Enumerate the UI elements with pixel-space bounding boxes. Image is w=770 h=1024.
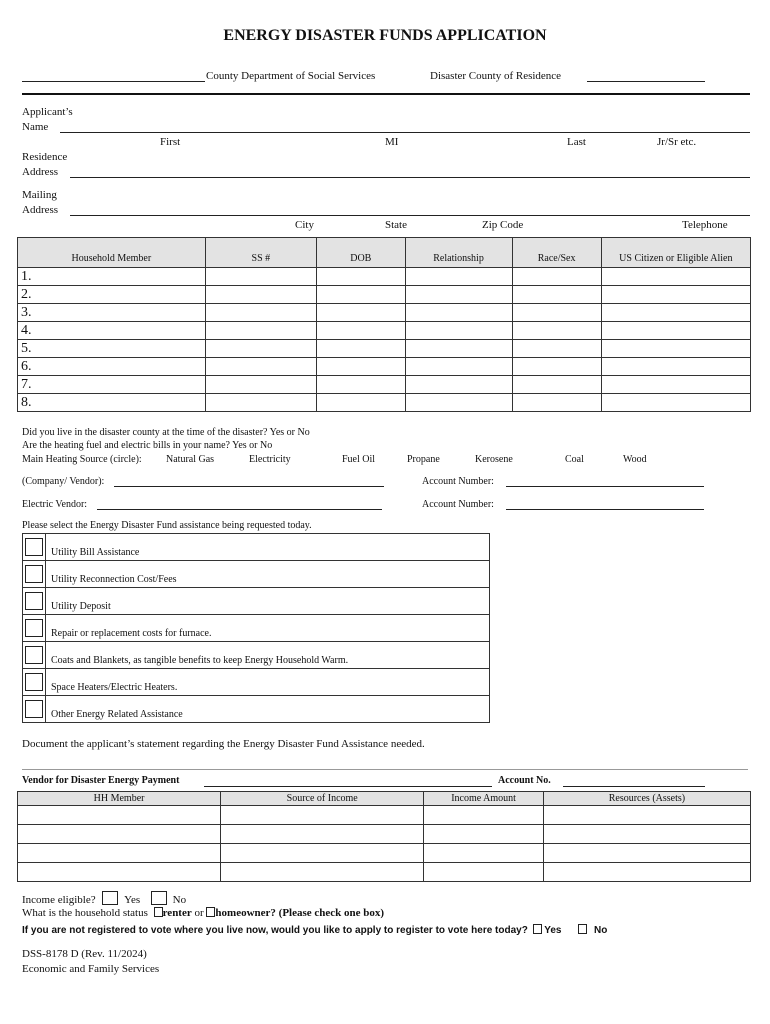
mi-label: MI [385,136,399,148]
household-cell[interactable] [601,376,750,394]
assistance-checkbox[interactable] [25,619,43,637]
household-cell[interactable] [512,286,601,304]
assistance-option-label: Coats and Blankets, as tangible benefits to keep Energy Household Warm. [46,642,490,669]
household-row-number: 8. [18,394,206,412]
statement-field[interactable] [22,769,748,770]
assistance-option [23,588,490,615]
household-cell[interactable] [601,304,750,322]
disaster-county-label: Disaster County of Residence [430,70,562,82]
col-resources: Resources (Assets) [543,792,750,806]
income-row [18,844,751,863]
col-income-amount: Income Amount [424,792,544,806]
income-cell[interactable] [424,806,544,825]
electric-vendor-field[interactable] [97,509,382,510]
mailing-label: Mailing [22,189,57,201]
account-number-2-label: Account Number: [422,499,494,510]
assistance-option-label: Utility Bill Assistance [46,534,490,561]
household-row-number: 1. [18,268,206,286]
income-eligible-yes-checkbox[interactable] [102,891,118,905]
assistance-checkbox-cell [23,696,46,723]
company-vendor-field[interactable] [114,486,384,487]
col-citizen: US Citizen or Eligible Alien [601,238,750,268]
household-cell[interactable] [317,394,406,412]
voter-question: If you are not registered to vote where you live now, would you like to apply to register to vote here today? [22,925,528,936]
income-cell[interactable] [18,806,221,825]
agency-name: Economic and Family Services [22,963,160,975]
household-cell[interactable] [405,304,512,322]
applicants-label: Applicant’s [22,106,73,118]
household-cell[interactable] [405,358,512,376]
voter-yes-checkbox[interactable] [533,924,542,934]
income-cell[interactable] [424,844,544,863]
household-cell[interactable] [601,268,750,286]
last-label: Last [567,136,586,148]
income-eligible-no-label: No [172,894,187,906]
household-status-label: What is the household status [22,907,148,919]
heating-natural-gas[interactable]: Natural Gas [166,454,215,465]
household-cell[interactable] [205,376,316,394]
household-row [18,358,751,376]
zip-label: Zip Code [482,219,524,231]
income-cell[interactable] [18,863,221,882]
mailing-address-field[interactable] [70,215,750,216]
lived-in-county-question: Did you live in the disaster county at the time of the disaster? Yes or No [22,427,310,438]
check-one-label: ? (Please check one box) [270,907,385,919]
household-cell[interactable] [601,340,750,358]
vendor-payment-label: Vendor for Disaster Energy Payment [22,775,180,786]
household-row-number: 2. [18,286,206,304]
household-cell[interactable] [601,322,750,340]
assistance-option-label: Utility Deposit [46,588,490,615]
income-row [18,863,751,882]
vendor-payment-field[interactable] [204,786,492,787]
household-cell[interactable] [405,394,512,412]
household-row [18,394,751,412]
or-label: or [194,907,204,919]
company-vendor-label: (Company/ Vendor): [22,476,105,487]
household-cell[interactable] [317,268,406,286]
assistance-checkbox-cell [23,534,46,561]
name-label: Name [22,121,49,133]
household-cell[interactable] [317,322,406,340]
household-cell[interactable] [317,340,406,358]
income-row [18,806,751,825]
col-ssn: SS # [205,238,316,268]
assistance-checklist [22,533,490,723]
assistance-checkbox-cell [23,588,46,615]
household-cell[interactable] [405,322,512,340]
income-cell[interactable] [221,806,424,825]
household-status-row [22,907,384,919]
assistance-checkbox[interactable] [25,700,43,718]
heating-propane[interactable]: Propane [407,454,440,465]
household-cell[interactable] [205,394,316,412]
income-eligible-row [22,891,186,906]
assistance-option [23,669,490,696]
income-row [18,825,751,844]
suffix-label: Jr/Sr etc. [657,136,697,148]
household-cell[interactable] [317,304,406,322]
heating-kerosene[interactable]: Kerosene [475,454,513,465]
assistance-checkbox[interactable] [25,565,43,583]
household-cell[interactable] [317,358,406,376]
col-dob: DOB [317,238,406,268]
assistance-option-label: Utility Reconnection Cost/Fees [46,561,490,588]
name-field[interactable] [60,132,750,133]
assistance-checkbox[interactable] [25,673,43,691]
income-table [17,791,751,882]
county-dept-field[interactable] [22,81,205,82]
household-cell[interactable] [205,286,316,304]
household-cell[interactable] [205,304,316,322]
disaster-county-field[interactable] [587,81,705,82]
household-cell[interactable] [512,304,601,322]
telephone-label: Telephone [682,219,728,231]
city-label: City [295,219,314,231]
household-row [18,286,751,304]
residence-address-label: Address [22,166,59,178]
assistance-option [23,534,490,561]
assistance-option [23,696,490,723]
household-cell[interactable] [512,376,601,394]
assistance-checkbox-cell [23,669,46,696]
household-cell[interactable] [601,394,750,412]
household-row-number: 7. [18,376,206,394]
assistance-checkbox-cell [23,615,46,642]
assistance-option [23,615,490,642]
household-cell[interactable] [405,340,512,358]
income-cell[interactable] [18,844,221,863]
form-title: ENERGY DISASTER FUNDS APPLICATION [223,27,547,44]
income-cell[interactable] [424,863,544,882]
assistance-option-label: Space Heaters/Electric Heaters. [46,669,490,696]
household-cell[interactable] [405,268,512,286]
heating-fuel-oil[interactable]: Fuel Oil [342,454,376,465]
residence-address-field[interactable] [70,177,750,178]
vendor-account-label: Account No. [498,775,551,786]
household-cell[interactable] [205,322,316,340]
assistance-checkbox-cell [23,561,46,588]
assistance-option-label: Other Energy Related Assistance [46,696,490,723]
heating-electricity[interactable]: Electricity [249,454,291,465]
household-cell[interactable] [205,358,316,376]
renter-checkbox[interactable] [154,907,163,917]
voter-yes-label: Yes [544,925,562,936]
income-cell[interactable] [221,825,424,844]
account-number-field[interactable] [506,486,704,487]
col-hh-member: HH Member [18,792,221,806]
household-cell[interactable] [601,286,750,304]
statement-label: Document the applicant’s statement regarding the Energy Disaster Fund Assistance needed. [22,738,425,750]
homeowner-label: homeowner [215,907,271,919]
col-relationship: Relationship [405,238,512,268]
household-cell[interactable] [405,286,512,304]
household-table [17,237,751,412]
account-number-2-field[interactable] [506,509,704,510]
col-race-sex: Race/Sex [512,238,601,268]
renter-label: renter [162,907,192,919]
header-divider [22,93,750,95]
household-cell[interactable] [205,340,316,358]
county-dept-label: County Department of Social Services [206,70,376,82]
account-number-label: Account Number: [422,476,494,487]
income-eligible-no-checkbox[interactable] [151,891,167,905]
heating-coal[interactable]: Coal [565,454,584,465]
household-cell[interactable] [512,268,601,286]
voter-no-checkbox[interactable] [578,924,587,934]
household-cell[interactable] [512,358,601,376]
income-eligible-label: Income eligible? [22,894,96,906]
household-cell[interactable] [317,286,406,304]
assistance-option [23,642,490,669]
electric-vendor-label: Electric Vendor: [22,499,88,510]
state-label: State [385,219,407,231]
bills-in-name-question: Are the heating fuel and electric bills in your name? Yes or No [22,440,273,451]
assistance-checkbox[interactable] [25,592,43,610]
income-cell[interactable] [543,844,750,863]
col-source-of-income: Source of Income [221,792,424,806]
assistance-option-label: Repair or replacement costs for furnace. [46,615,490,642]
income-cell[interactable] [221,863,424,882]
income-table-header [18,792,751,806]
heating-source-label: Main Heating Source (circle): [22,454,142,465]
household-cell[interactable] [601,358,750,376]
household-row-number: 4. [18,322,206,340]
voter-no-label: No [594,925,608,936]
vendor-account-field[interactable] [563,786,705,787]
income-cell[interactable] [221,844,424,863]
residence-label: Residence [22,151,68,163]
form-number: DSS-8178 D (Rev. 11/2024) [22,948,147,960]
assistance-checkbox[interactable] [25,646,43,664]
assistance-checkbox-cell [23,642,46,669]
household-row [18,340,751,358]
household-table-header [18,238,751,268]
income-cell[interactable] [18,825,221,844]
household-row-number: 3. [18,304,206,322]
income-eligible-yes-label: Yes [124,894,141,906]
col-household-member: Household Member [18,238,206,268]
heating-wood[interactable]: Wood [623,454,647,465]
voter-row [22,924,607,936]
assistance-prompt: Please select the Energy Disaster Fund assistance being requested today. [22,520,312,531]
household-cell[interactable] [512,340,601,358]
household-cell[interactable] [317,376,406,394]
household-cell[interactable] [512,322,601,340]
income-cell[interactable] [424,825,544,844]
household-row-number: 6. [18,358,206,376]
income-cell[interactable] [543,825,750,844]
household-row [18,268,751,286]
household-row-number: 5. [18,340,206,358]
household-row [18,376,751,394]
assistance-option [23,561,490,588]
assistance-checkbox[interactable] [25,538,43,556]
mailing-address-label: Address [22,204,59,216]
income-cell[interactable] [543,806,750,825]
first-label: First [160,136,181,148]
household-cell[interactable] [512,394,601,412]
household-cell[interactable] [405,376,512,394]
income-cell[interactable] [543,863,750,882]
household-row [18,304,751,322]
household-cell[interactable] [205,268,316,286]
household-row [18,322,751,340]
